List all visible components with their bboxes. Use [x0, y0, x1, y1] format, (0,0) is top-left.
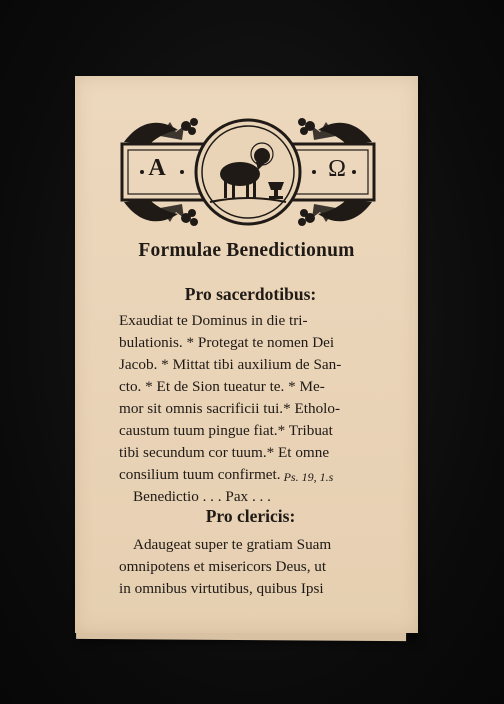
text-line: caustum tuum pingue fiat.* Tribuat: [119, 422, 333, 439]
section-heading-sacerdotibus: Pro sacerdotibus:: [184, 284, 317, 304]
text-line: cto. * Et de Sion tueatur te. * Me-: [119, 378, 325, 395]
text-line: Jacob. * Mittat tibi auxilium de San-: [119, 356, 342, 373]
text-line: bulationis. * Protegat te nomen Dei: [119, 334, 335, 351]
prayer-card: [75, 76, 418, 633]
omega-letter: Ω: [328, 156, 346, 182]
text-line: in omnibus virtutibus, quibus Ipsi: [119, 580, 324, 597]
text-line: Exaudiat te Dominus in die tri-: [119, 312, 308, 329]
text-line: Benedictio . . . Pax . . .: [133, 488, 271, 505]
text-line: Adaugeat super te gratiam Suam: [133, 536, 332, 553]
text-line: omnipotens et misericors Deus, ut: [119, 558, 327, 575]
psalm-reference: Ps. 19, 1.s: [283, 469, 334, 484]
text-line: mor sit omnis sacrificii tui.* Etholo-: [119, 400, 341, 417]
text-line: consilium tuum confirmet. Ps. 19, 1.s: [119, 466, 334, 484]
alpha-letter: A: [148, 155, 166, 181]
card-title: Formulae Benedictionum: [138, 240, 355, 261]
text-line: tibi secundum cor tuum.* Et omne: [119, 444, 330, 461]
section-heading-clericis: Pro clericis:: [205, 506, 296, 526]
